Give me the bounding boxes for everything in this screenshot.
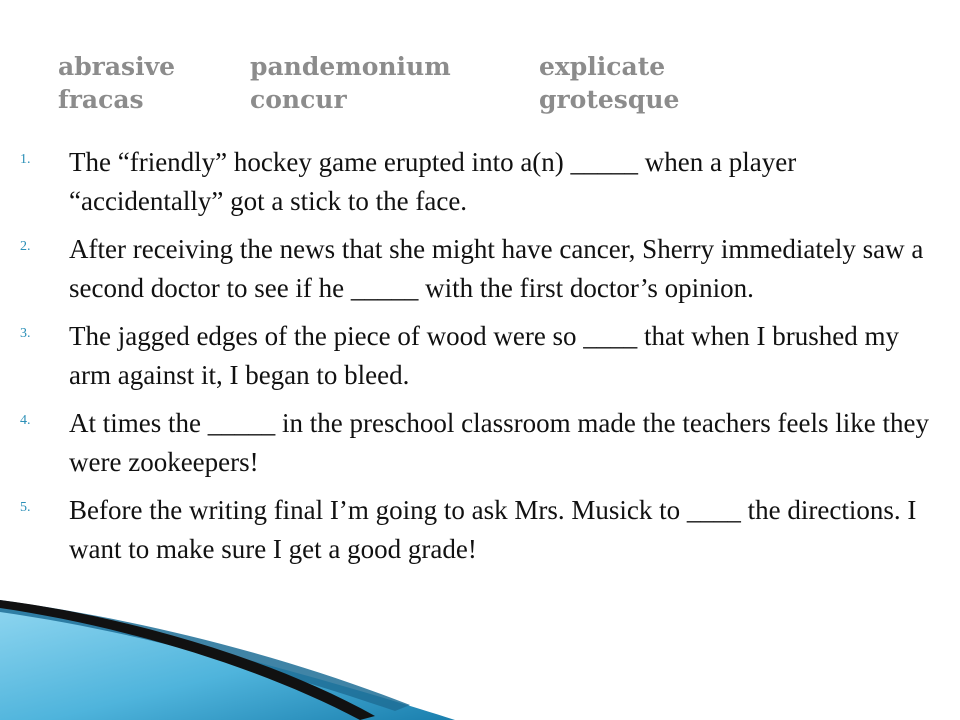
word-bank-word: explicate [539, 52, 666, 81]
sentence-text: Before the writing final I’m going to ask Mrs. Musick to ____ the directions. I want to make sure I get a good grade! [69, 495, 917, 564]
sentence-item [20, 317, 945, 395]
word-bank-word: grotesque [539, 85, 680, 114]
sentence-item [20, 143, 945, 221]
word-bank-word: pandemonium [250, 52, 451, 81]
word-bank-word: fracas [58, 85, 144, 114]
sentence-list [20, 143, 945, 578]
sentence-item [20, 404, 945, 482]
sentence-item [20, 491, 945, 569]
sentence-number: 3. [20, 326, 31, 341]
sentence-item [20, 230, 945, 308]
word-bank [58, 50, 818, 122]
word-bank-column-3 [539, 50, 679, 116]
decorative-swoosh [0, 600, 960, 720]
sentence-number: 5. [20, 500, 31, 515]
sentence-text: After receiving the news that she might have cancer, Sherry immediately saw a second doctor to see if he _____ with the first doctor’s opinion. [69, 234, 924, 303]
word-bank-column-1 [58, 50, 175, 116]
word-bank-word: concur [250, 85, 347, 114]
sentence-number: 2. [20, 239, 31, 254]
word-bank-column-2 [250, 50, 451, 116]
sentence-number: 4. [20, 413, 31, 428]
word-bank-word: abrasive [58, 52, 176, 81]
sentence-text: The “friendly” hockey game erupted into a(n) _____ when a player “accidentally” got a stick to the face. [69, 147, 797, 216]
sentence-number: 1. [20, 152, 31, 167]
sentence-text: At times the _____ in the preschool classroom made the teachers feels like they were zookeepers! [69, 408, 929, 477]
sentence-text: The jagged edges of the piece of wood were so ____ that when I brushed my arm against it, I began to bleed. [69, 321, 899, 390]
